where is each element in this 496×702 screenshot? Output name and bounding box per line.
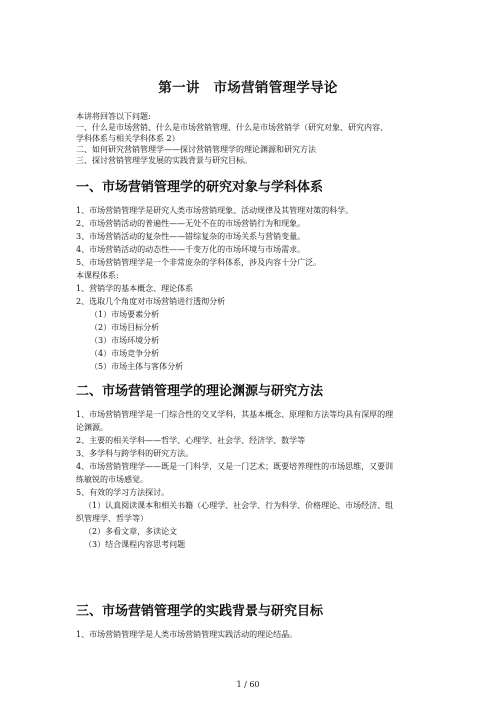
sub-list-item: （5）市场主体与客体分析	[90, 362, 184, 371]
sub-list-item: （1）市场要素分析	[90, 310, 160, 319]
list-item: 5、有效的学习方法探讨。	[76, 488, 170, 497]
list-item: 2、主要的相关学科——哲学、心理学、社会学、经济学、数学等	[76, 436, 306, 445]
sub-list-item: （1）认真阅读课本和相关书籍（心理学、社会学、行为科学、价格理论、市场经济、组	[84, 501, 394, 510]
list-item: 4、市场营销管理学——既是一门科学，又是一门艺术；既要培养理性的市场思维，又要训	[76, 462, 394, 471]
sub-list-item: （2）市场目标分析	[90, 323, 160, 332]
intro-line: 一、什么是市场营销、什么是市场营销管理、什么是市场营销学（研究对象、研究内容、	[76, 123, 388, 132]
list-item: 4、市场营销活动的动态性——千变万化的市场环境与市场需求。	[76, 245, 306, 254]
list-item: 练敏锐的市场感觉。	[76, 475, 148, 484]
list-item: 论渊源。	[76, 423, 108, 432]
sub-list-item: 织管理学、哲学等）	[76, 514, 148, 523]
list-item: 1、市场营销管理学是人类市场营销管理实践活动的理论结晶。	[76, 630, 298, 639]
section-heading: 三、市场营销管理学的实践背景与研究目标	[76, 604, 324, 619]
sub-list-item: （3）结合课程内容思考问题	[84, 540, 186, 549]
list-item: 5、市场营销管理学是一个非常庞杂的学科体系，涉及内容十分广泛。	[76, 258, 322, 267]
list-item: 1、市场营销管理学是一门综合性的交叉学科，其基本概念、原理和方法等均具有深厚的理	[76, 410, 394, 419]
list-item: 3、多学科与跨学科的研究方法。	[76, 449, 194, 458]
intro-line: 二、如何研究营销管理学——探讨营销管理学的理论渊源和研究方法	[76, 145, 316, 154]
page-title: 第一讲 市场营销管理学导论	[158, 80, 338, 96]
sub-list-item: （2）多看文章，多读论文	[84, 527, 178, 536]
list-item: 1、营销学的基本概念、理论体系	[76, 284, 194, 293]
course-label: 本课程体系:	[76, 271, 119, 280]
sub-list-item: （4）市场竞争分析	[90, 349, 160, 358]
sub-list-item: （3）市场环境分析	[90, 336, 160, 345]
list-item: 1、市场营销管理学是研究人类市场营销现象、活动规律及其管理对策的科学。	[76, 206, 354, 215]
intro-line: 学科体系与相关学科体系 2）	[76, 134, 180, 143]
intro-line: 本讲将回答以下问题:	[76, 112, 151, 121]
list-item: 2、市场营销活动的普遍性——无处不在的市场营销行为和现象。	[76, 219, 306, 228]
list-item: 2、选取几个角度对市场营销进行透彻分析	[76, 297, 226, 306]
section-heading: 一、市场营销管理学的研究对象与学科体系	[76, 180, 324, 195]
intro-line: 三、探讨营销管理学发展的实践背景与研究目标。	[76, 156, 252, 165]
section-heading: 二、市场营销管理学的理论渊源与研究方法	[76, 384, 324, 399]
page-number: 1 / 60	[236, 680, 260, 689]
list-item: 3、市场营销活动的复杂性——错综复杂的市场关系与营销变量。	[76, 232, 306, 241]
